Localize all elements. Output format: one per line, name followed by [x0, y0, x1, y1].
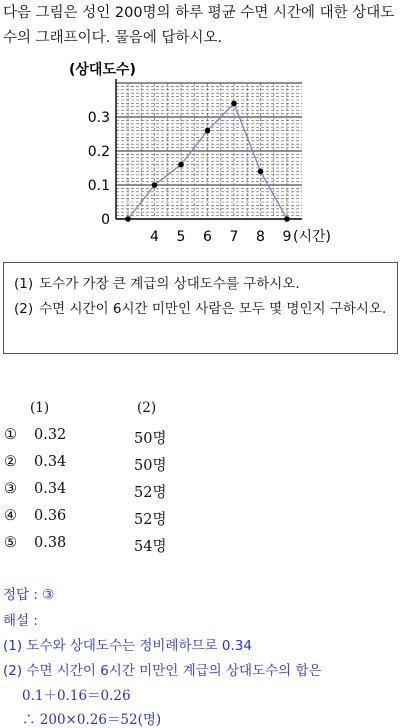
x-tick-labels: [150, 228, 331, 245]
option-value-1: 0.36: [34, 508, 67, 524]
subquestion-text: 수면 시간이 6시간 미만인 사람은 모두 몇 명인지 구하시오.: [39, 301, 387, 317]
option-value-1: 0.32: [34, 427, 67, 443]
option-marker: ③: [4, 481, 17, 497]
explanation-line-2: (2) 수면 시간이 6시간 미만인 계급의 상대도수의 합은: [3, 663, 322, 679]
option-value-1: 0.38: [34, 535, 67, 551]
data-point: [205, 128, 211, 134]
explanation-line-4: ∴ 200×0.26＝52(명): [22, 712, 162, 728]
x-axis-label: (시간): [293, 229, 331, 245]
option-marker: ②: [4, 454, 17, 470]
y-axis-label: (상대도수): [69, 62, 136, 78]
option-value-2: 52명: [134, 512, 167, 528]
option-marker: ⑤: [4, 535, 17, 551]
option-marker: ①: [4, 427, 17, 443]
option-value-2: 54명: [134, 539, 167, 555]
data-point: [231, 101, 237, 107]
options-header-2: (2): [137, 400, 157, 416]
option-value-2: 50명: [134, 431, 167, 447]
x-tick-label: 9: [282, 229, 292, 245]
y-tick-label: 0: [101, 212, 110, 228]
options-header-1: (1): [30, 400, 50, 416]
x-tick-label: 8: [256, 229, 265, 245]
explanation-label: 해설 :: [3, 613, 38, 629]
subquestion-1: [14, 272, 387, 297]
subquestion-box: [3, 262, 398, 354]
y-tick-labels: [88, 110, 110, 228]
x-tick-label: 6: [203, 229, 212, 245]
subquestion-number: (1): [14, 276, 34, 292]
answer-label: 정답 : ③: [3, 587, 55, 603]
x-tick-label: 5: [176, 229, 186, 245]
explanation-line-1: (1) 도수와 상대도수는 정비례하므로 0.34: [3, 638, 252, 654]
subquestion-text: 도수가 가장 큰 계급의 상대도수를 구하시오.: [39, 276, 300, 292]
relative-frequency-chart: [0, 58, 400, 258]
data-point: [125, 216, 131, 222]
x-tick-label: 7: [229, 229, 239, 245]
x-tick-label: 4: [150, 229, 159, 245]
data-point: [284, 216, 290, 222]
option-value-1: 0.34: [34, 481, 67, 497]
subquestion-number: (2): [14, 301, 34, 317]
option-value-2: 52명: [134, 485, 167, 501]
data-point: [258, 169, 264, 175]
option-marker: ④: [4, 508, 17, 524]
data-point: [152, 182, 158, 188]
y-tick-label: 0.2: [87, 144, 110, 160]
y-tick-label: 0.1: [87, 178, 110, 194]
data-point: [178, 162, 184, 168]
option-value-2: 50명: [134, 458, 167, 474]
subquestion-2: [14, 297, 387, 322]
option-value-1: 0.34: [34, 454, 67, 470]
y-tick-label: 0.3: [87, 110, 110, 126]
explanation-line-3: 0.1＋0.16＝0.26: [22, 688, 131, 704]
question-text: 다음 그림은 성인 200명의 하루 평균 수면 시간에 대한 상대도수의 그래프이다. 물음에 답하시오.: [3, 5, 395, 46]
